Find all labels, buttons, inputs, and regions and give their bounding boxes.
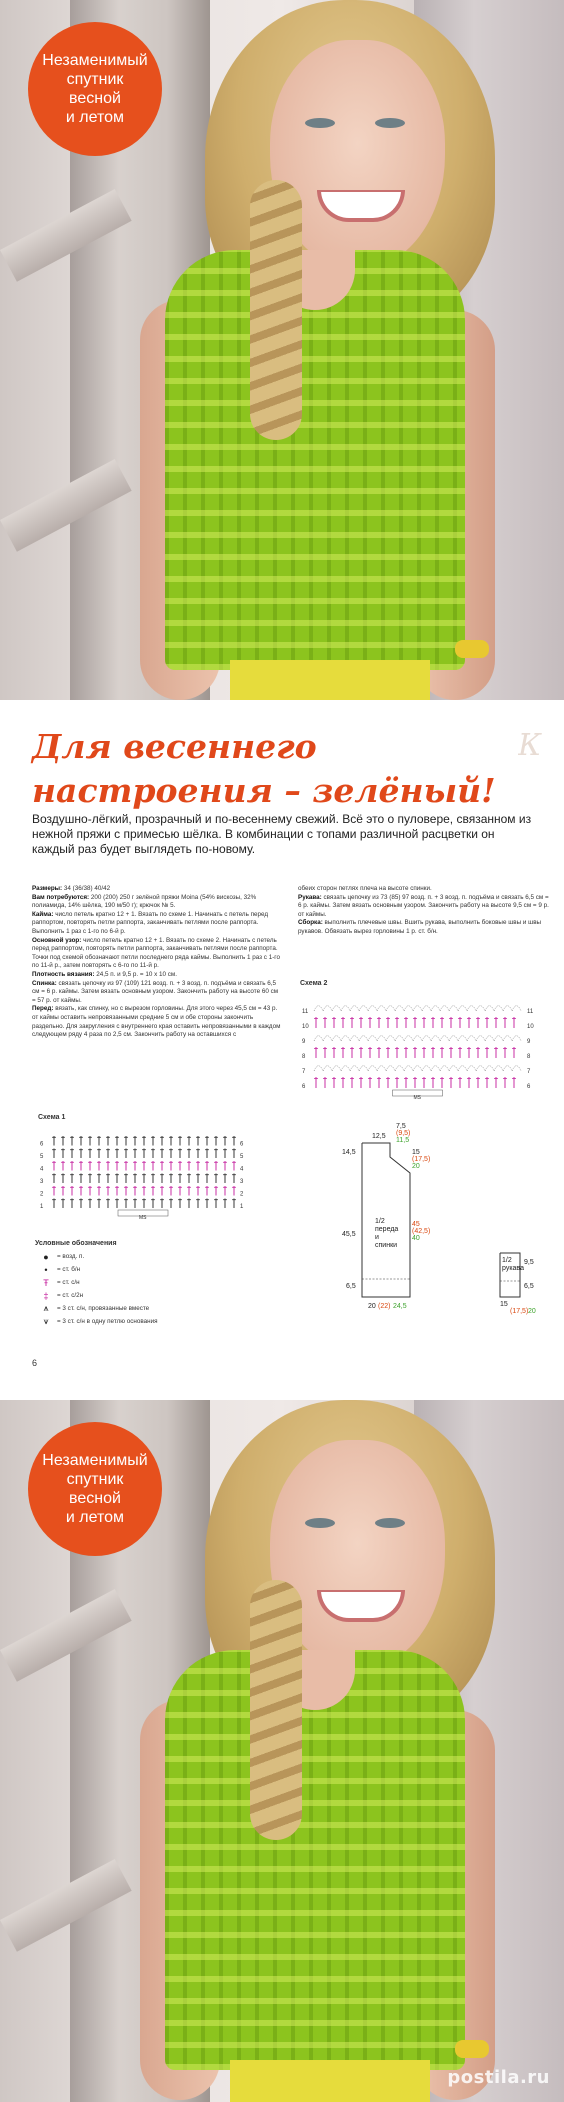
chain-arc — [404, 1036, 413, 1041]
half-dc-icon: Ŧ — [43, 1277, 49, 1288]
legend-row — [35, 1250, 285, 1263]
dim-neck: (9,5) — [396, 1130, 411, 1137]
row-number: 4 — [240, 1166, 244, 1173]
chain-arc — [395, 1066, 404, 1071]
chain-arc — [377, 1066, 386, 1071]
chain-arc — [350, 1006, 359, 1011]
sleeve-label: рукава — [502, 1265, 524, 1272]
instruction-text: вязать, как спинку, но с вырезом горловины. Для этого через 45,5 см = 43 р. от каймы оставить непровязанными средние 5 см и обе стороны закончить раздельно. Для закругления с внутреннего края оставить непровязанными в каждом следующем ряду 4 раза по 2,5 см. Закончить работу на оставшихся с — [32, 1005, 281, 1039]
instructions-right — [298, 885, 553, 937]
chain-arc — [458, 1036, 467, 1041]
instruction-label: Вам потребуются: — [32, 893, 90, 901]
chain-arc — [431, 1066, 440, 1071]
instruction-text: выполнить плечевые швы. Вшить рукава, выполнить боковые швы и швы рукавов. Обвязать вырез горловины 1 р. ст. б/н. — [298, 919, 542, 935]
chain-arc — [494, 1036, 503, 1041]
row-number: 2 — [40, 1191, 44, 1198]
slip-stitch-icon: • — [44, 1264, 48, 1275]
instruction-label: Спинка: — [32, 979, 57, 987]
instruction-paragraph — [32, 980, 282, 1006]
chain-arc — [449, 1006, 458, 1011]
dim-neck: 7,5 — [396, 1123, 406, 1130]
legend-row — [35, 1289, 285, 1302]
instruction-paragraph — [298, 919, 553, 936]
row-number: 11 — [302, 1009, 309, 1015]
chain-arc — [350, 1036, 359, 1041]
chain-arc — [368, 1066, 377, 1071]
sleeve-label: 1/2 — [502, 1257, 512, 1264]
scheme1-chart — [38, 1125, 248, 1220]
green-pullover — [165, 250, 465, 670]
row-number: 3 — [40, 1179, 44, 1185]
instruction-text: связать цепочку из 97 (109) 121 возд. п. + 3 возд. п. подъёма и связать 6,5 см = 6 р. каймы. Затем вязать основным узором. Закончить работу на высоте 60 см = 57 р. от каймы. — [32, 979, 279, 1004]
dim-bottom: (22) — [378, 1303, 391, 1310]
promo-badge: Незаменимый спутник весной и летом — [28, 22, 162, 156]
row-number: 9 — [527, 1039, 531, 1045]
instruction-paragraph — [32, 894, 282, 911]
chain-arc — [512, 1036, 521, 1041]
chain-arc — [467, 1066, 476, 1071]
row-number: 6 — [40, 1141, 44, 1148]
chain-arc — [440, 1066, 449, 1071]
chain-arc — [323, 1066, 332, 1071]
instruction-label: Размеры: — [32, 885, 63, 892]
chain-arc — [485, 1006, 494, 1011]
chain-arc — [359, 1006, 368, 1011]
instruction-paragraph — [298, 885, 553, 894]
legend-row — [35, 1263, 285, 1276]
row-number: 5 — [40, 1154, 44, 1160]
row-number: 7 — [527, 1069, 531, 1075]
dim-sleeve-height: 9,5 — [524, 1259, 534, 1266]
dim-body-height: 45,5 — [342, 1231, 356, 1238]
chain-arc — [440, 1006, 449, 1011]
chain-arc — [503, 1036, 512, 1041]
chain-arc — [467, 1036, 476, 1041]
instruction-paragraph — [32, 937, 282, 971]
chain-arc — [377, 1006, 386, 1011]
legend-row — [35, 1315, 285, 1328]
scheme1-label: Схема 1 — [38, 1114, 66, 1121]
instruction-text: 200 (200) 250 г зелёной пряжи Moina (54% вискозы, 32% полиамида, 14% шёлка, 190 м/50 г); крючок № 5. — [32, 893, 257, 910]
dim-body-total: 45 — [412, 1221, 420, 1228]
row-number: 5 — [240, 1154, 244, 1160]
chain-arc — [458, 1006, 467, 1011]
instruction-text: число петель кратно 12 + 1. Вязать по схеме 1. Начинать с петель перед раппортом, повторять петли раппорта, заканчивать петлями после раппорта. Выполнить 1 раз с 1-го по 6-й р. — [32, 910, 269, 935]
instruction-text: 34 (36/38) 40/42 — [62, 885, 111, 892]
magazine-page — [0, 700, 564, 1400]
chain-arc — [386, 1006, 395, 1011]
row-number: 10 — [302, 1024, 309, 1030]
chain-arc — [440, 1036, 449, 1041]
chain-arc — [458, 1066, 467, 1071]
rapport-label: MS — [139, 1215, 147, 1220]
chain-arc — [395, 1006, 404, 1011]
green-pullover — [165, 1650, 465, 2070]
chain-arc — [386, 1066, 395, 1071]
instruction-label: Рукава: — [298, 893, 322, 901]
chain-arc — [332, 1006, 341, 1011]
instruction-label: Кайма: — [32, 910, 54, 918]
symbol-legend — [35, 1240, 285, 1328]
dc-icon: ‡ — [43, 1290, 49, 1301]
row-number: 2 — [240, 1191, 244, 1198]
promo-badge: Незаменимый спутник весной и летом — [28, 1422, 162, 1556]
row-number: 6 — [527, 1084, 531, 1090]
instruction-paragraph — [32, 911, 282, 937]
legend-title: Условные обозначения — [35, 1240, 117, 1247]
chain-arc — [341, 1006, 350, 1011]
chain-arc — [341, 1066, 350, 1071]
watermark: postila.ru — [447, 2067, 550, 2088]
chain-arc — [431, 1006, 440, 1011]
legend-text: = 3 ст. с/н в одну петлю основания — [57, 1318, 158, 1325]
model-photo-repeat — [0, 1400, 564, 2102]
dim-body-total: 40 — [412, 1235, 420, 1242]
chain-arc — [368, 1036, 377, 1041]
row-number: 11 — [527, 1009, 534, 1015]
chain-arc — [512, 1006, 521, 1011]
chain-arc — [323, 1036, 332, 1041]
cluster-together-icon: ⩚ — [43, 1303, 49, 1313]
row-number: 9 — [302, 1039, 306, 1045]
chain-arc — [485, 1036, 494, 1041]
dim-shoulder: 12,5 — [372, 1133, 386, 1140]
dim-armhole: 20 — [412, 1163, 420, 1170]
instruction-label: Сборка: — [298, 919, 323, 927]
dim-border: 6,5 — [346, 1283, 356, 1290]
instruction-text: обеих сторон петлях плеча на высоте спинки. — [298, 885, 432, 892]
front-back-label: и — [375, 1234, 379, 1241]
chain-arc — [494, 1006, 503, 1011]
chain-arc — [476, 1006, 485, 1011]
chain-arc — [512, 1066, 521, 1071]
chain-arc — [503, 1006, 512, 1011]
chain-stitch-icon: ● — [43, 1251, 49, 1262]
page-title: Для весеннего настроения – зелёный! — [32, 727, 496, 810]
instruction-label: Перед: — [32, 1005, 54, 1013]
row-number: 8 — [302, 1054, 306, 1060]
chain-arc — [476, 1066, 485, 1071]
chain-arc — [314, 1036, 323, 1041]
legend-row — [35, 1276, 285, 1289]
instruction-paragraph — [32, 1005, 282, 1039]
legend-text: = возд. п. — [57, 1253, 85, 1260]
row-number: 6 — [302, 1084, 306, 1090]
cluster-one-loop-icon: ⩛ — [43, 1316, 49, 1326]
instruction-label: Основной узор: — [32, 936, 82, 944]
chain-arc — [503, 1066, 512, 1071]
chain-arc — [449, 1036, 458, 1041]
row-number: 3 — [240, 1179, 244, 1185]
scheme2-label: Схема 2 — [300, 980, 328, 987]
rapport-label: MS — [413, 1095, 421, 1100]
legend-text: = 3 ст. с/н, провязанные вместе — [57, 1305, 150, 1312]
dim-bottom: 20 — [368, 1303, 376, 1310]
dim-neck-side: 14,5 — [342, 1149, 356, 1156]
chain-arc — [395, 1036, 404, 1041]
chain-arc — [485, 1066, 494, 1071]
dim-sleeve-width: 20 — [528, 1308, 536, 1315]
scheme2-chart — [300, 990, 535, 1100]
chain-arc — [404, 1006, 413, 1011]
next-page-edge: К — [518, 728, 542, 763]
legend-row — [35, 1302, 285, 1315]
chain-arc — [431, 1036, 440, 1041]
instruction-text: 24,5 п. и 9,5 р. = 10 х 10 см. — [94, 970, 177, 978]
row-number: 1 — [240, 1204, 244, 1210]
row-number: 6 — [240, 1141, 244, 1148]
chain-arc — [359, 1036, 368, 1041]
chain-arc — [404, 1066, 413, 1071]
row-number: 10 — [527, 1024, 534, 1030]
row-number: 1 — [40, 1204, 44, 1210]
chain-arc — [422, 1006, 431, 1011]
legend-text: = ст. с/2н — [57, 1292, 84, 1299]
dim-sleeve-width: (17,5) — [510, 1308, 529, 1315]
chain-arc — [368, 1006, 377, 1011]
page-number: 6 — [32, 1358, 38, 1368]
chain-arc — [476, 1036, 485, 1041]
instruction-text: число петель кратно 12 + 1. Вязать по схеме 2. Начинать с петель перед раппортом, повторять петли раппорта, заканчивать петлями после раппорта. Точки под схемой обозначают петли последнего ряда каймы. Выполнить 1 раз с 1-го по 11-й р., затем повторять с 6-го по 11-й р. — [32, 936, 280, 970]
chain-arc — [341, 1036, 350, 1041]
chain-arc — [494, 1066, 503, 1071]
instruction-text: связать цепочку из 73 (85) 97 возд. п. + 3 возд. п. подъёма и связать 6,5 см = 6 р. каймы. Затем вязать основным узором. Закончить работу на высоте 9,5 см = 9 р. от каймы. — [298, 893, 549, 918]
chain-arc — [422, 1066, 431, 1071]
dim-armhole: (17,5) — [412, 1156, 431, 1163]
dim-neck: 11,5 — [396, 1137, 410, 1144]
legend-text: = ст. с/н — [57, 1279, 80, 1286]
chain-arc — [413, 1036, 422, 1041]
chain-arc — [332, 1066, 341, 1071]
intro-text: Воздушно-лёгкий, прозрачный и по-весеннему свежий. Всё это о пуловере, связанном из нежной пряжи с примесью шёлка. В комбинации с топами различной расцветки он каждый раз будет выглядеть по-новому. — [32, 812, 532, 856]
chain-arc — [467, 1006, 476, 1011]
front-back-label: переда — [375, 1226, 399, 1233]
dim-body-total: (42,5) — [412, 1228, 431, 1235]
chain-arc — [314, 1006, 323, 1011]
front-back-label: спинки — [375, 1242, 398, 1249]
dim-bottom: 24,5 — [393, 1303, 407, 1310]
chain-arc — [377, 1036, 386, 1041]
row-number: 7 — [302, 1069, 306, 1075]
chain-arc — [449, 1066, 458, 1071]
instruction-paragraph — [32, 885, 282, 894]
chain-arc — [323, 1006, 332, 1011]
chain-arc — [422, 1036, 431, 1041]
chain-arc — [350, 1066, 359, 1071]
dim-armhole: 15 — [412, 1149, 420, 1156]
instructions-left — [32, 885, 282, 1040]
instruction-label: Плотность вязания: — [32, 970, 95, 978]
legend-text: = ст. б/н — [57, 1266, 81, 1273]
front-back-outline — [362, 1143, 410, 1297]
chain-arc — [413, 1006, 422, 1011]
chain-arc — [359, 1066, 368, 1071]
row-number: 4 — [40, 1166, 44, 1173]
chain-arc — [386, 1036, 395, 1041]
chain-arc — [314, 1066, 323, 1071]
front-back-label: 1/2 — [375, 1218, 385, 1225]
instruction-paragraph — [32, 971, 282, 980]
dim-sleeve-border: 6,5 — [524, 1283, 534, 1290]
chain-arc — [332, 1036, 341, 1041]
instruction-paragraph — [298, 894, 553, 920]
row-number: 8 — [527, 1054, 531, 1060]
model-photo — [0, 0, 564, 700]
chain-arc — [413, 1066, 422, 1071]
dim-sleeve-width: 15 — [500, 1301, 508, 1308]
